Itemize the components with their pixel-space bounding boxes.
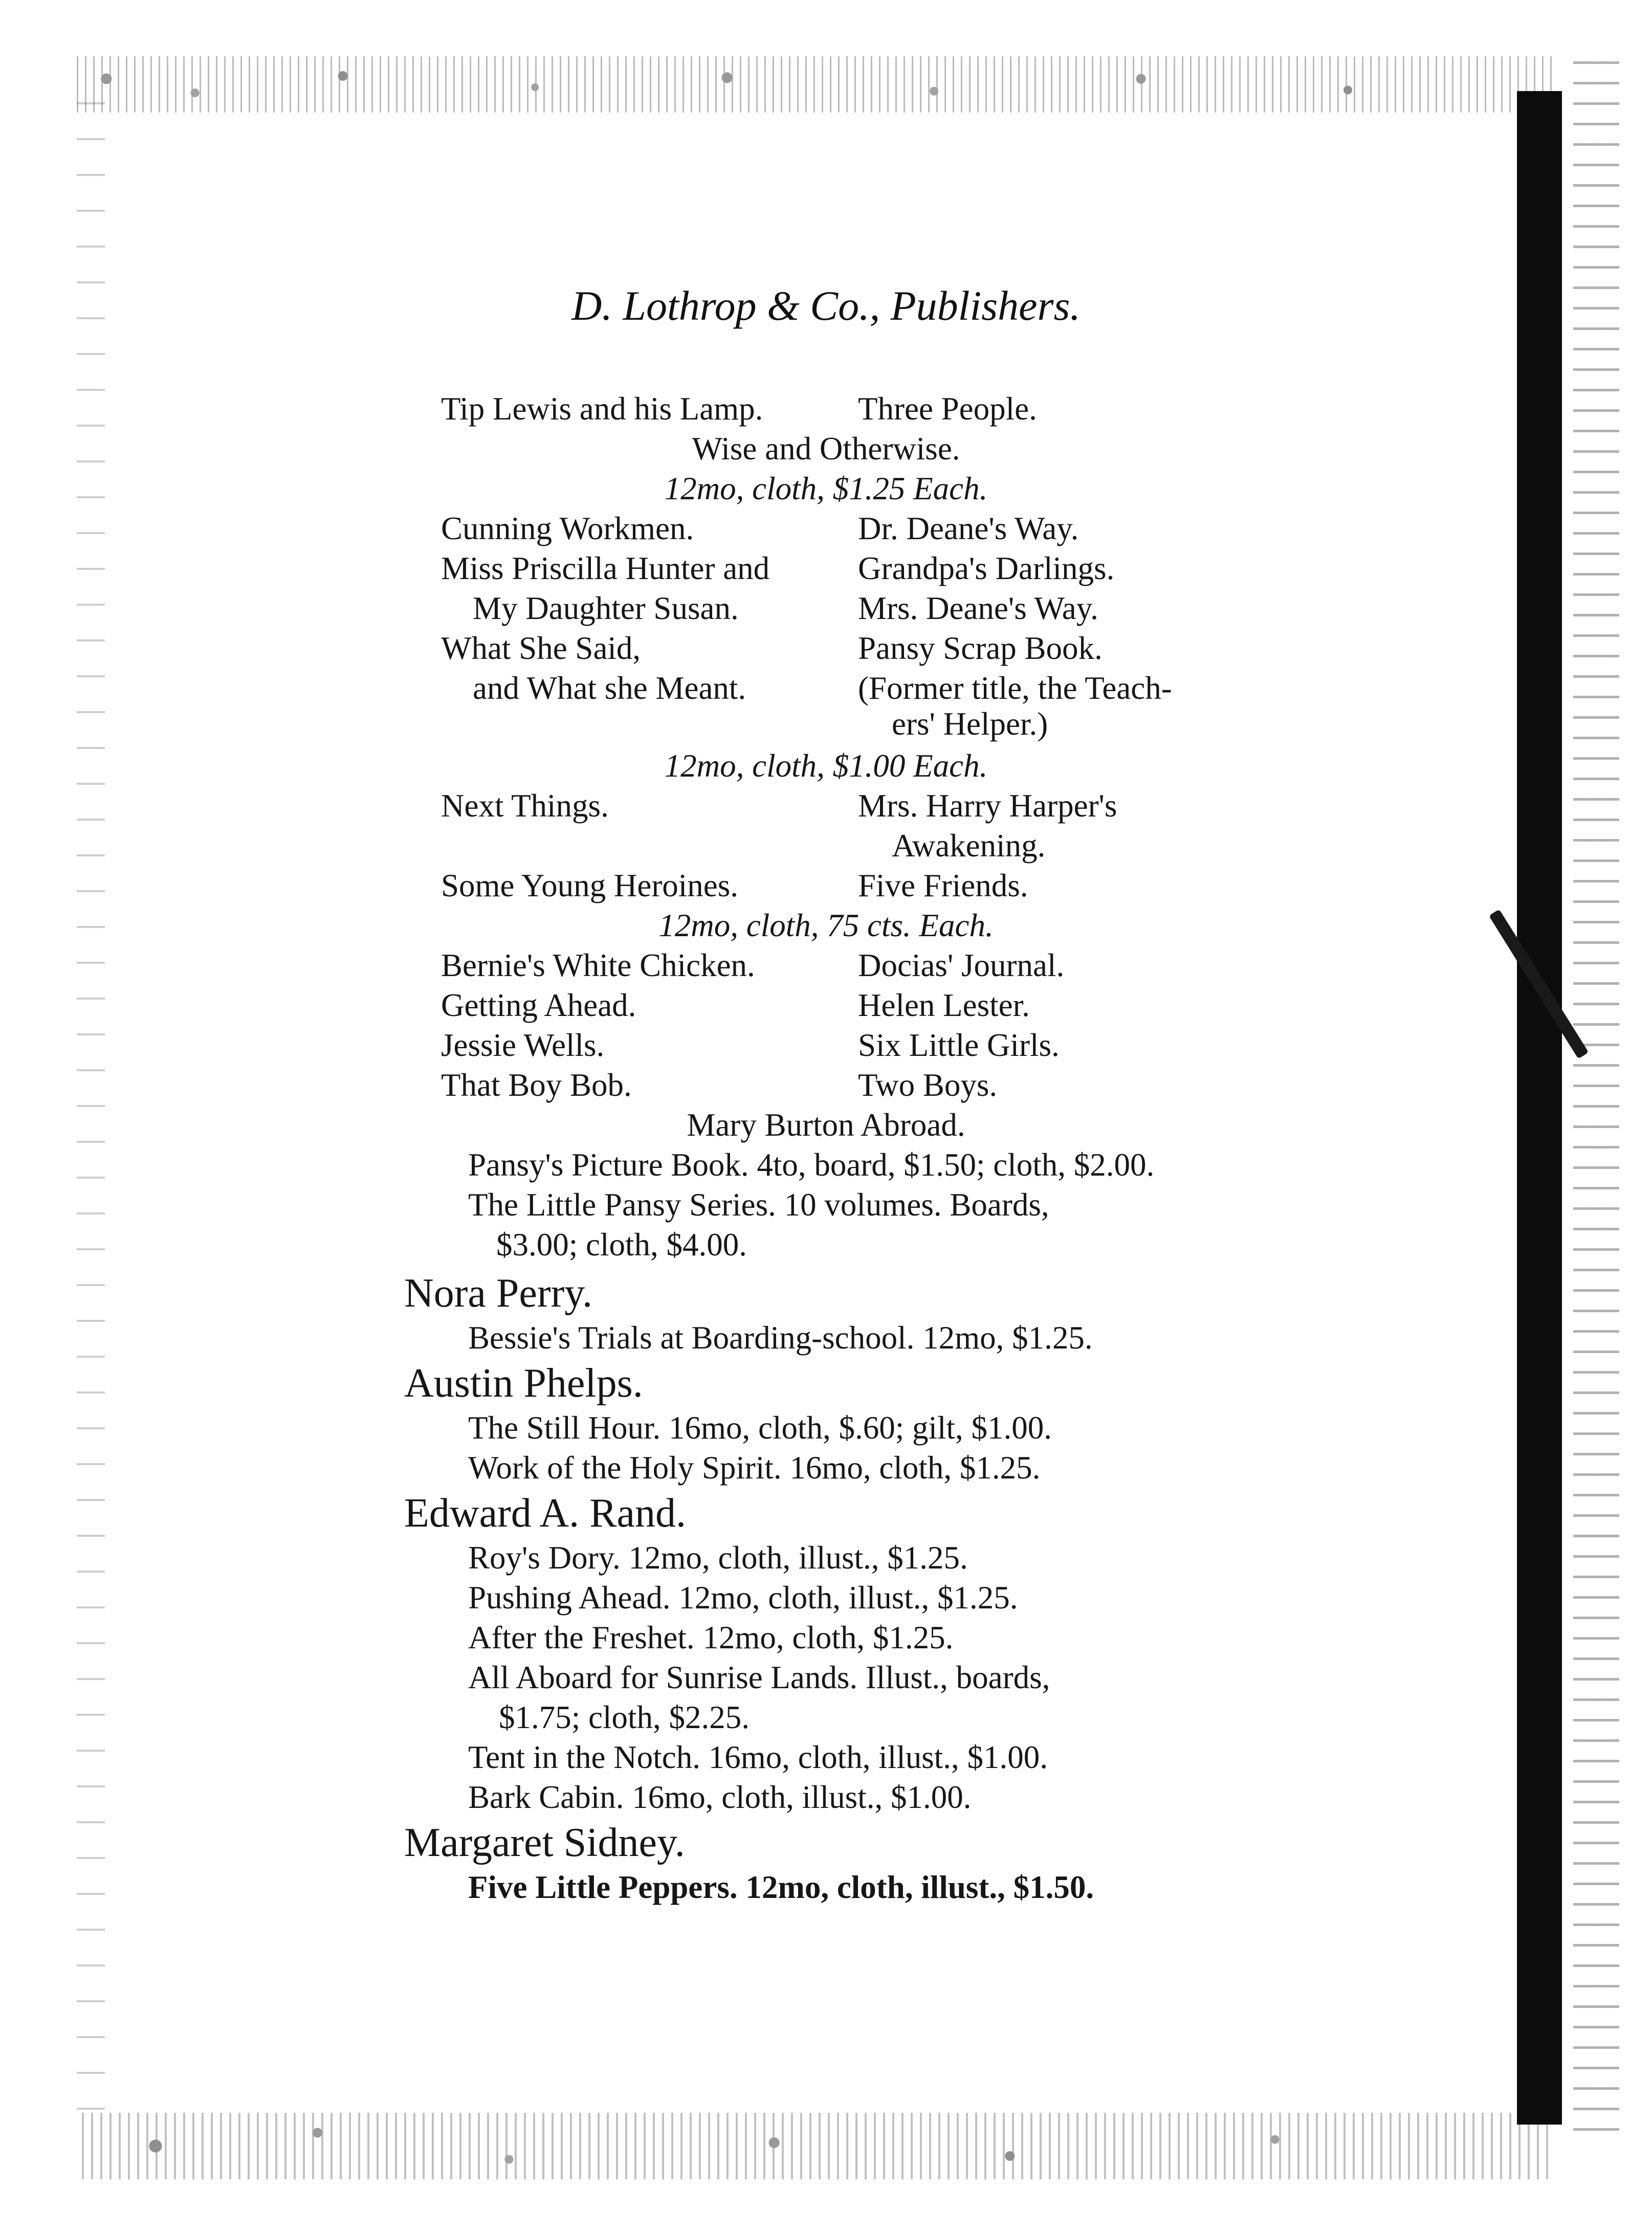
- list-item: Next Things.: [441, 788, 609, 824]
- list-item: Docias' Journal.: [858, 947, 1065, 983]
- list-item: The Little Pansy Series. 10 volumes. Boards,: [468, 1187, 1049, 1223]
- page-header: D. Lothrop & Co., Publishers.: [571, 282, 1081, 329]
- list-item: Five Friends.: [858, 868, 1028, 903]
- list-item: All Aboard for Sunrise Lands. Illust., boards,: [468, 1660, 1050, 1695]
- list-item: Dr. Deane's Way.: [858, 511, 1079, 546]
- list-item: Tip Lewis and his Lamp.: [441, 391, 763, 427]
- author-name: Nora Perry.: [404, 1271, 593, 1316]
- price-heading: 12mo, cloth, $1.25 Each.: [664, 471, 988, 506]
- list-item: What She Said,: [441, 630, 641, 666]
- list-item: (Former title, the Teach-: [858, 670, 1172, 706]
- list-item: Five Little Peppers. 12mo, cloth, illust., $1.50.: [468, 1869, 1094, 1905]
- list-item: Pansy's Picture Book. 4to, board, $1.50; cloth, $2.00.: [468, 1147, 1155, 1183]
- list-item: Bessie's Trials at Boarding-school. 12mo, $1.25.: [468, 1320, 1093, 1356]
- list-item: The Still Hour. 16mo, cloth, $.60; gilt, $1.00.: [468, 1410, 1052, 1446]
- list-item: Pushing Ahead. 12mo, cloth, illust., $1.25.: [468, 1580, 1018, 1616]
- page-edge-top: [77, 56, 1555, 113]
- price-heading: 12mo, cloth, $1.00 Each.: [664, 748, 988, 784]
- page-edge-bottom: [82, 2113, 1555, 2179]
- list-item: That Boy Bob.: [441, 1067, 632, 1103]
- list-item: Roy's Dory. 12mo, cloth, illust., $1.25.: [468, 1540, 968, 1576]
- list-item: Mrs. Harry Harper's: [858, 788, 1117, 824]
- price-heading: 12mo, cloth, 75 cts. Each.: [658, 908, 994, 943]
- list-item: Three People.: [858, 391, 1037, 427]
- list-item: Mary Burton Abroad.: [687, 1107, 965, 1143]
- list-item: Grandpa's Darlings.: [858, 550, 1115, 586]
- list-item: $3.00; cloth, $4.00.: [496, 1227, 747, 1263]
- list-item: Helen Lester.: [858, 987, 1030, 1023]
- list-item: Tent in the Notch. 16mo, cloth, illust., $1.00.: [468, 1739, 1048, 1775]
- list-item: Mrs. Deane's Way.: [858, 590, 1098, 626]
- list-item: Work of the Holy Spirit. 16mo, cloth, $1.25.: [468, 1450, 1041, 1486]
- spine-speckle: [1573, 61, 1619, 2133]
- list-item: After the Freshet. 12mo, cloth, $1.25.: [468, 1620, 954, 1655]
- list-item: Awakening.: [892, 828, 1046, 864]
- list-item: Some Young Heroines.: [441, 868, 739, 903]
- list-item: Pansy Scrap Book.: [858, 630, 1103, 666]
- author-name: Edward A. Rand.: [404, 1491, 687, 1536]
- list-item: Cunning Workmen.: [441, 511, 694, 546]
- list-item: Bernie's White Chicken.: [441, 947, 755, 983]
- list-item: ers' Helper.): [892, 706, 1048, 742]
- list-item: My Daughter Susan.: [473, 590, 739, 626]
- list-item: and What she Meant.: [473, 670, 746, 706]
- list-item: Jessie Wells.: [441, 1027, 605, 1063]
- list-item: Miss Priscilla Hunter and: [441, 550, 770, 586]
- author-name: Margaret Sidney.: [404, 1820, 685, 1865]
- list-item: Getting Ahead.: [441, 987, 636, 1023]
- list-item: $1.75; cloth, $2.25.: [499, 1699, 750, 1735]
- list-item: Two Boys.: [858, 1067, 998, 1103]
- author-name: Austin Phelps.: [404, 1361, 643, 1406]
- list-item: Bark Cabin. 16mo, cloth, illust., $1.00.: [468, 1779, 972, 1815]
- list-item: Wise and Otherwise.: [692, 431, 960, 467]
- list-item: Six Little Girls.: [858, 1027, 1060, 1063]
